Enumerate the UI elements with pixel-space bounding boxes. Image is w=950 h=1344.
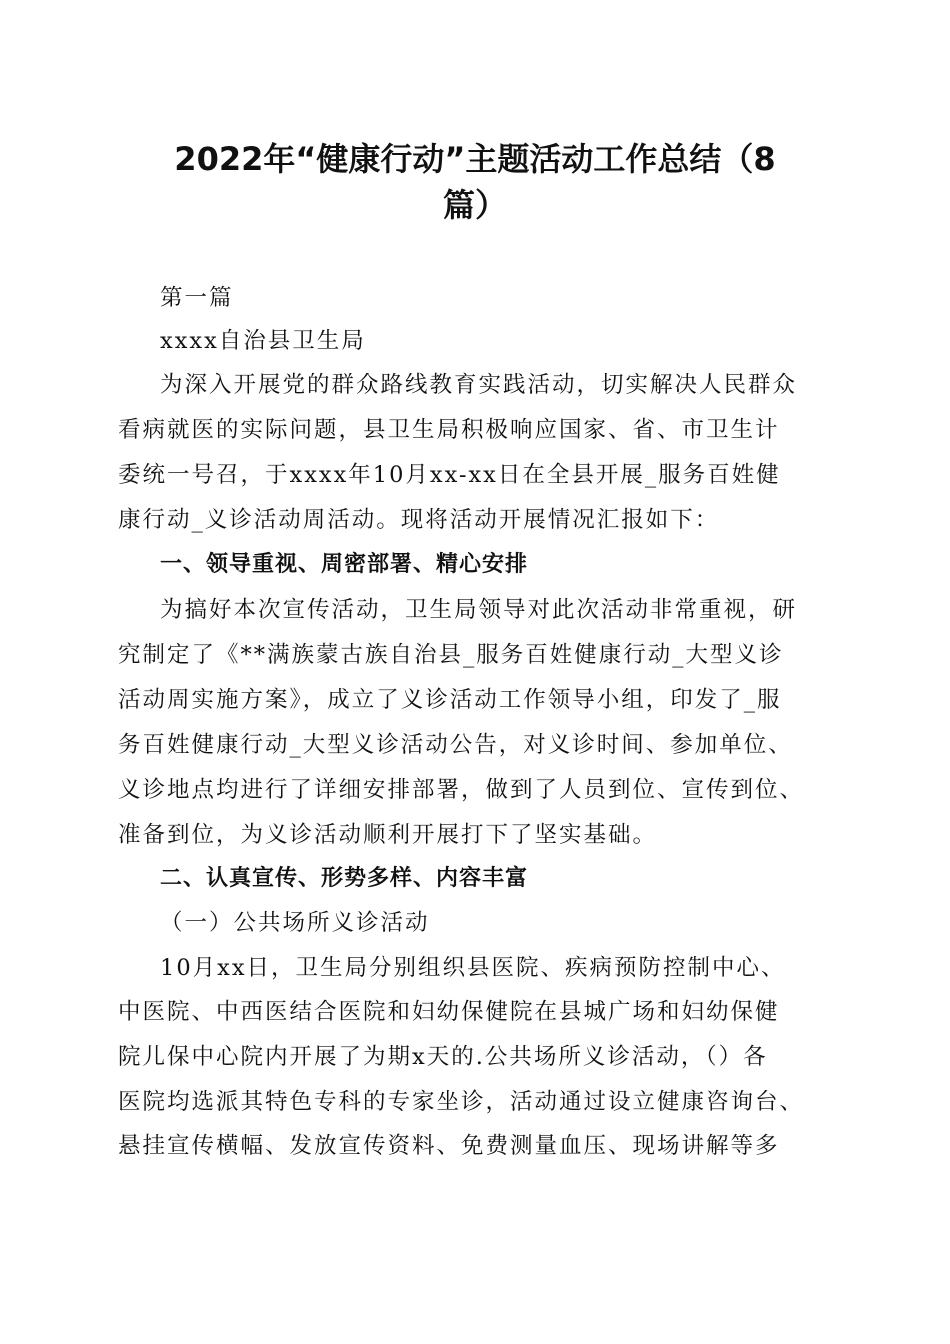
subsection-heading: （一）公共场所义诊活动 <box>160 910 430 936</box>
paragraph-line: 为搞好本次宣传活动，卫生局领导对此次活动非常重视，研 <box>160 597 798 623</box>
section-heading-1: 一、领导重视、周密部署、精心安排 <box>160 552 529 577</box>
paragraph-line: 看病就医的实际问题，县卫生局积极响应国家、省、市卫生计 <box>118 417 780 443</box>
section-heading-2: 二、认真宣传、形势多样、内容丰富 <box>160 866 529 891</box>
paragraph-line: 院儿保中心院内开展了为期x天的.公共场所义诊活动，（）各 <box>118 1044 768 1070</box>
paragraph-line: 悬挂宣传横幅、发放宣传资料、免费测量血压、现场讲解等多 <box>118 1133 780 1159</box>
paragraph-line: 为深入开展党的群众路线教育实践活动，切实解决人民群众 <box>160 372 798 398</box>
author-line: xxxx自治县卫生局 <box>160 328 366 354</box>
paragraph-line: 康行动_义诊活动周活动。现将活动开展情况汇报如下： <box>118 507 720 533</box>
paragraph-line: 义诊地点均进行了详细安排部署，做到了人员到位、宣传到位、 <box>118 777 805 803</box>
paragraph-line: 活动周实施方案》，成立了义诊活动工作领导小组，印发了_服 <box>118 687 782 713</box>
paragraph-line: 医院均选派其特色专科的专家坐诊，活动通过设立健康咨询台、 <box>118 1089 805 1115</box>
document-title-line-1: 2022年“健康行动”主题活动工作总结（8 <box>174 140 776 178</box>
paragraph-line: 中医院、中西医结合医院和妇幼保健院在县城广场和妇幼保健 <box>118 999 780 1025</box>
document-title-line-2: 篇） <box>442 186 507 224</box>
paragraph-line: 委统一号召，于xxxx年10月xx-xx日在全县开展_服务百姓健 <box>118 462 781 488</box>
paragraph-line: 10月xx日，卫生局分别组织县医院、疾病预防控制中心、 <box>160 955 786 981</box>
paragraph-line: 准备到位，为义诊活动顺利开展打下了坚实基础。 <box>118 822 658 848</box>
paragraph-line: 务百姓健康行动_大型义诊活动公告，对义诊时间、参加单位、 <box>118 732 793 758</box>
paragraph-line: 究制定了《**满族蒙古族自治县_服务百姓健康行动_大型义诊 <box>118 642 784 668</box>
section-label: 第一篇 <box>160 285 234 311</box>
